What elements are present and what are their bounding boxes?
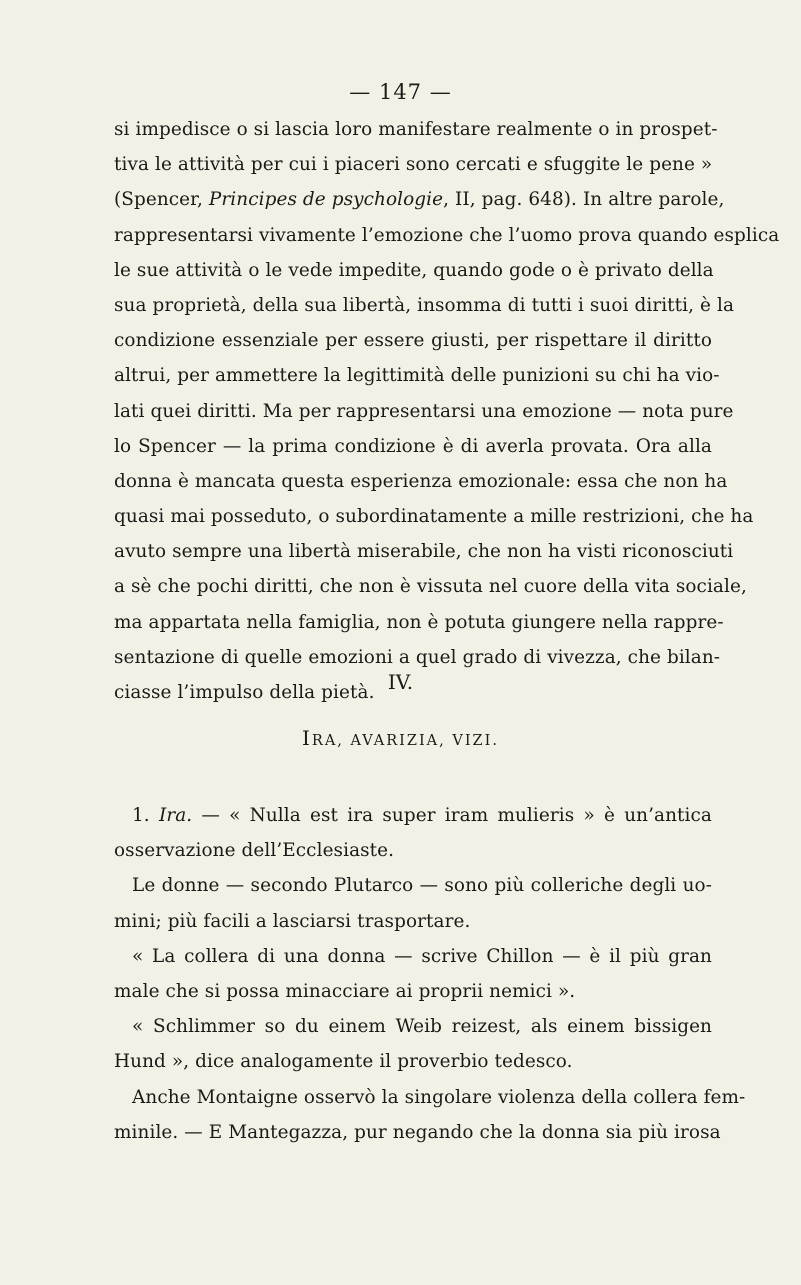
text-line: « La collera di una donna — scrive Chillon — è il più gran: [132, 945, 712, 967]
text-line: sentazione di quelle emozioni a quel grado di vivezza, che bilan-: [114, 646, 721, 668]
book-title: Principes de psychologie: [208, 189, 444, 211]
text-line: ma appartata nella famiglia, non è potuta giungere nella rappre-: [114, 611, 724, 633]
text-fragment: (Spencer,: [114, 189, 209, 211]
text-line: condizione essenziale per essere giusti, per rispettare il diritto: [114, 330, 712, 352]
paragraph-2: [114, 798, 746, 1150]
text-line: [114, 182, 725, 217]
text-line: Le donne — secondo Plutarco — sono più colleriche degli uo-: [132, 875, 712, 897]
text-line: minile. — E Mantegazza, pur negando che la donna sia più irosa: [114, 1121, 721, 1143]
item-heading: Ira.: [158, 805, 193, 826]
text-line: lo Spencer — la prima condizione è di averla provata. Ora alla: [114, 435, 712, 457]
text-line: quasi mai posseduto, o subordinatamente a mille restrizioni, che ha: [114, 506, 754, 528]
section-number: IV.: [387, 670, 414, 694]
text-line: lati quei diritti. Ma per rappresentarsi una emozione — nota pure: [114, 400, 734, 422]
text-line: altrui, per ammettere la legittimità delle punizioni su chi ha vio-: [114, 365, 720, 387]
text-line: tiva le attività per cui i piaceri sono cercati e sfuggite le pene »: [114, 154, 713, 176]
text-line: osservazione dell’Ecclesiaste.: [114, 840, 395, 862]
text-line: si impedisce o si lascia loro manifestare realmente o in prospet-: [114, 119, 718, 140]
text-line: a sè che pochi diritti, che non è vissuta nel cuore della vita sociale,: [114, 576, 747, 598]
title-fragment: RA: [311, 733, 338, 749]
paragraph-1: [114, 112, 780, 710]
text-line: rappresentarsi vivamente l’emozione che l’uomo prova quando esplica: [114, 224, 780, 246]
text-line: « Schlimmer so du einem Weib reizest, als einem bissigen: [132, 1016, 712, 1038]
title-initial: I: [302, 726, 312, 750]
text-line: ciasse l’impulso della pietà.: [114, 682, 375, 703]
text-line: Hund », dice analogamente il proverbio tedesco.: [114, 1051, 573, 1073]
text-line: le sue attività o le vede impedite, quando gode o è privato della: [114, 259, 714, 281]
text-line: sua proprietà, della sua libertà, insomma di tutti i suoi diritti, è la: [114, 294, 735, 316]
text-line: donna è mancata questa esperienza emozionale: essa che non ha: [114, 470, 728, 492]
text-line: Anche Montaigne osservò la singolare violenza della collera fem-: [132, 1086, 746, 1108]
text-line: mini; più facili a lasciarsi trasportare.: [114, 910, 471, 932]
text-fragment: , II, pag. 648). In altre parole,: [443, 189, 725, 211]
section-title: [0, 726, 801, 750]
text-line: male che si possa minacciare ai proprii nemici ».: [114, 980, 576, 1002]
item-number: 1.: [132, 805, 159, 826]
text-line: avuto sempre una libertà miserabile, che non ha visti riconosciuti: [114, 541, 734, 563]
text-line: [114, 798, 712, 833]
text-fragment: — « Nulla est ira super iram mulieris » è un’antica: [192, 805, 712, 826]
title-fragment: , AVARIZIA, VIZI.: [337, 733, 499, 749]
page-number: — 147 —: [349, 80, 452, 104]
